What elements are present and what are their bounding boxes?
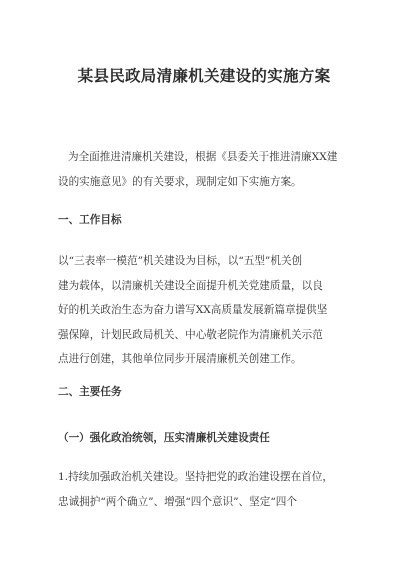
item-line: 1.持续加强政治机关建设。坚持把党的政治建设摆在首位， (58, 471, 333, 483)
intro-line: 设的实施意见》的有关要求，现制定如下实施方案。 (58, 175, 302, 188)
item-paragraph (58, 465, 354, 514)
subsection-heading: （一）强化政治统领，压实清廉机关建设责任 (58, 432, 270, 444)
intro-paragraph (58, 145, 364, 194)
section-heading-goals: 一、工作目标 (58, 214, 122, 226)
goals-line: 强保障，计划民政局机关、中心敬老院作为清廉机关示范 (58, 328, 323, 341)
section-heading-tasks: 二、主要任务 (58, 386, 122, 398)
intro-line: 为全面推进清廉机关建设，根据《县委关于推进清廉XX建 (68, 151, 338, 163)
goals-line: 以“三表率一模范”机关建设为目标，以“五型”机关创 (58, 255, 303, 267)
goals-line: 好的机关政治生态为奋力谱写XX高质量发展新篇章提供坚 (58, 304, 328, 316)
goals-paragraph (58, 249, 354, 372)
document-title: 某县民政局清廉机关建设的实施方案 (77, 66, 331, 85)
item-line: 忠诚拥护“两个确立”、增强“四个意识”、坚定“四个 (58, 495, 297, 508)
goals-line: 建为载体，以清廉机关建设全面提升机关党建质量，以良 (58, 279, 323, 292)
goals-line: 点进行创建，其他单位同步开展清廉机关创建工作。 (58, 353, 302, 365)
